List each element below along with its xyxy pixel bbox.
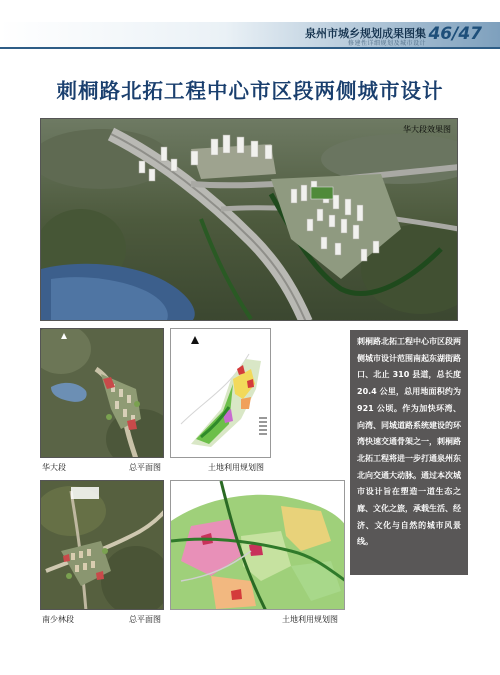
caption-nanshaolin: 南少林段 [42,615,74,624]
series-title: 泉州市城乡规划成果图集 [305,27,426,40]
description-box [350,330,468,575]
huada-master-plan-image [40,328,164,458]
caption-land-use-1: 土地利用规划图 [208,463,264,472]
page-number: 46/47 [428,24,482,44]
page-title: 刺桐路北拓工程中心市区段两侧城市设计 [56,79,444,103]
header-divider [0,47,500,49]
hero-label: 华大段效果图 [403,125,451,134]
series-subtitle: 修建性详细规划及城市设计 [347,40,426,47]
hero-rendering-image [40,118,458,321]
description-text: 刺桐路北拓工程中心市区段两侧城市设计范围南起东湖街路口、北止 310 县道，总长度 20.4 公里，总用地面积约为 921 公顷。作为加快环湾、向湾、同城道路系统建设的环湾快速交通骨架之一，刺桐路北拓工程将进一步打通泉州东北向交通大动脉。通过本次城市设计旨在塑造一道生态之廊、文化之旅，承载生活、经济、文化与自然的城市风景线。 [357,337,461,547]
nanshaolin-land-use-image [170,480,345,610]
caption-master-plan-2: 总平面图 [129,615,161,624]
caption-land-use-2: 土地利用规划图 [282,615,338,624]
nanshaolin-master-plan-image [40,480,164,610]
huada-land-use-image [170,328,271,458]
caption-master-plan-1: 总平面图 [129,463,161,472]
caption-huada: 华大段 [42,463,66,472]
